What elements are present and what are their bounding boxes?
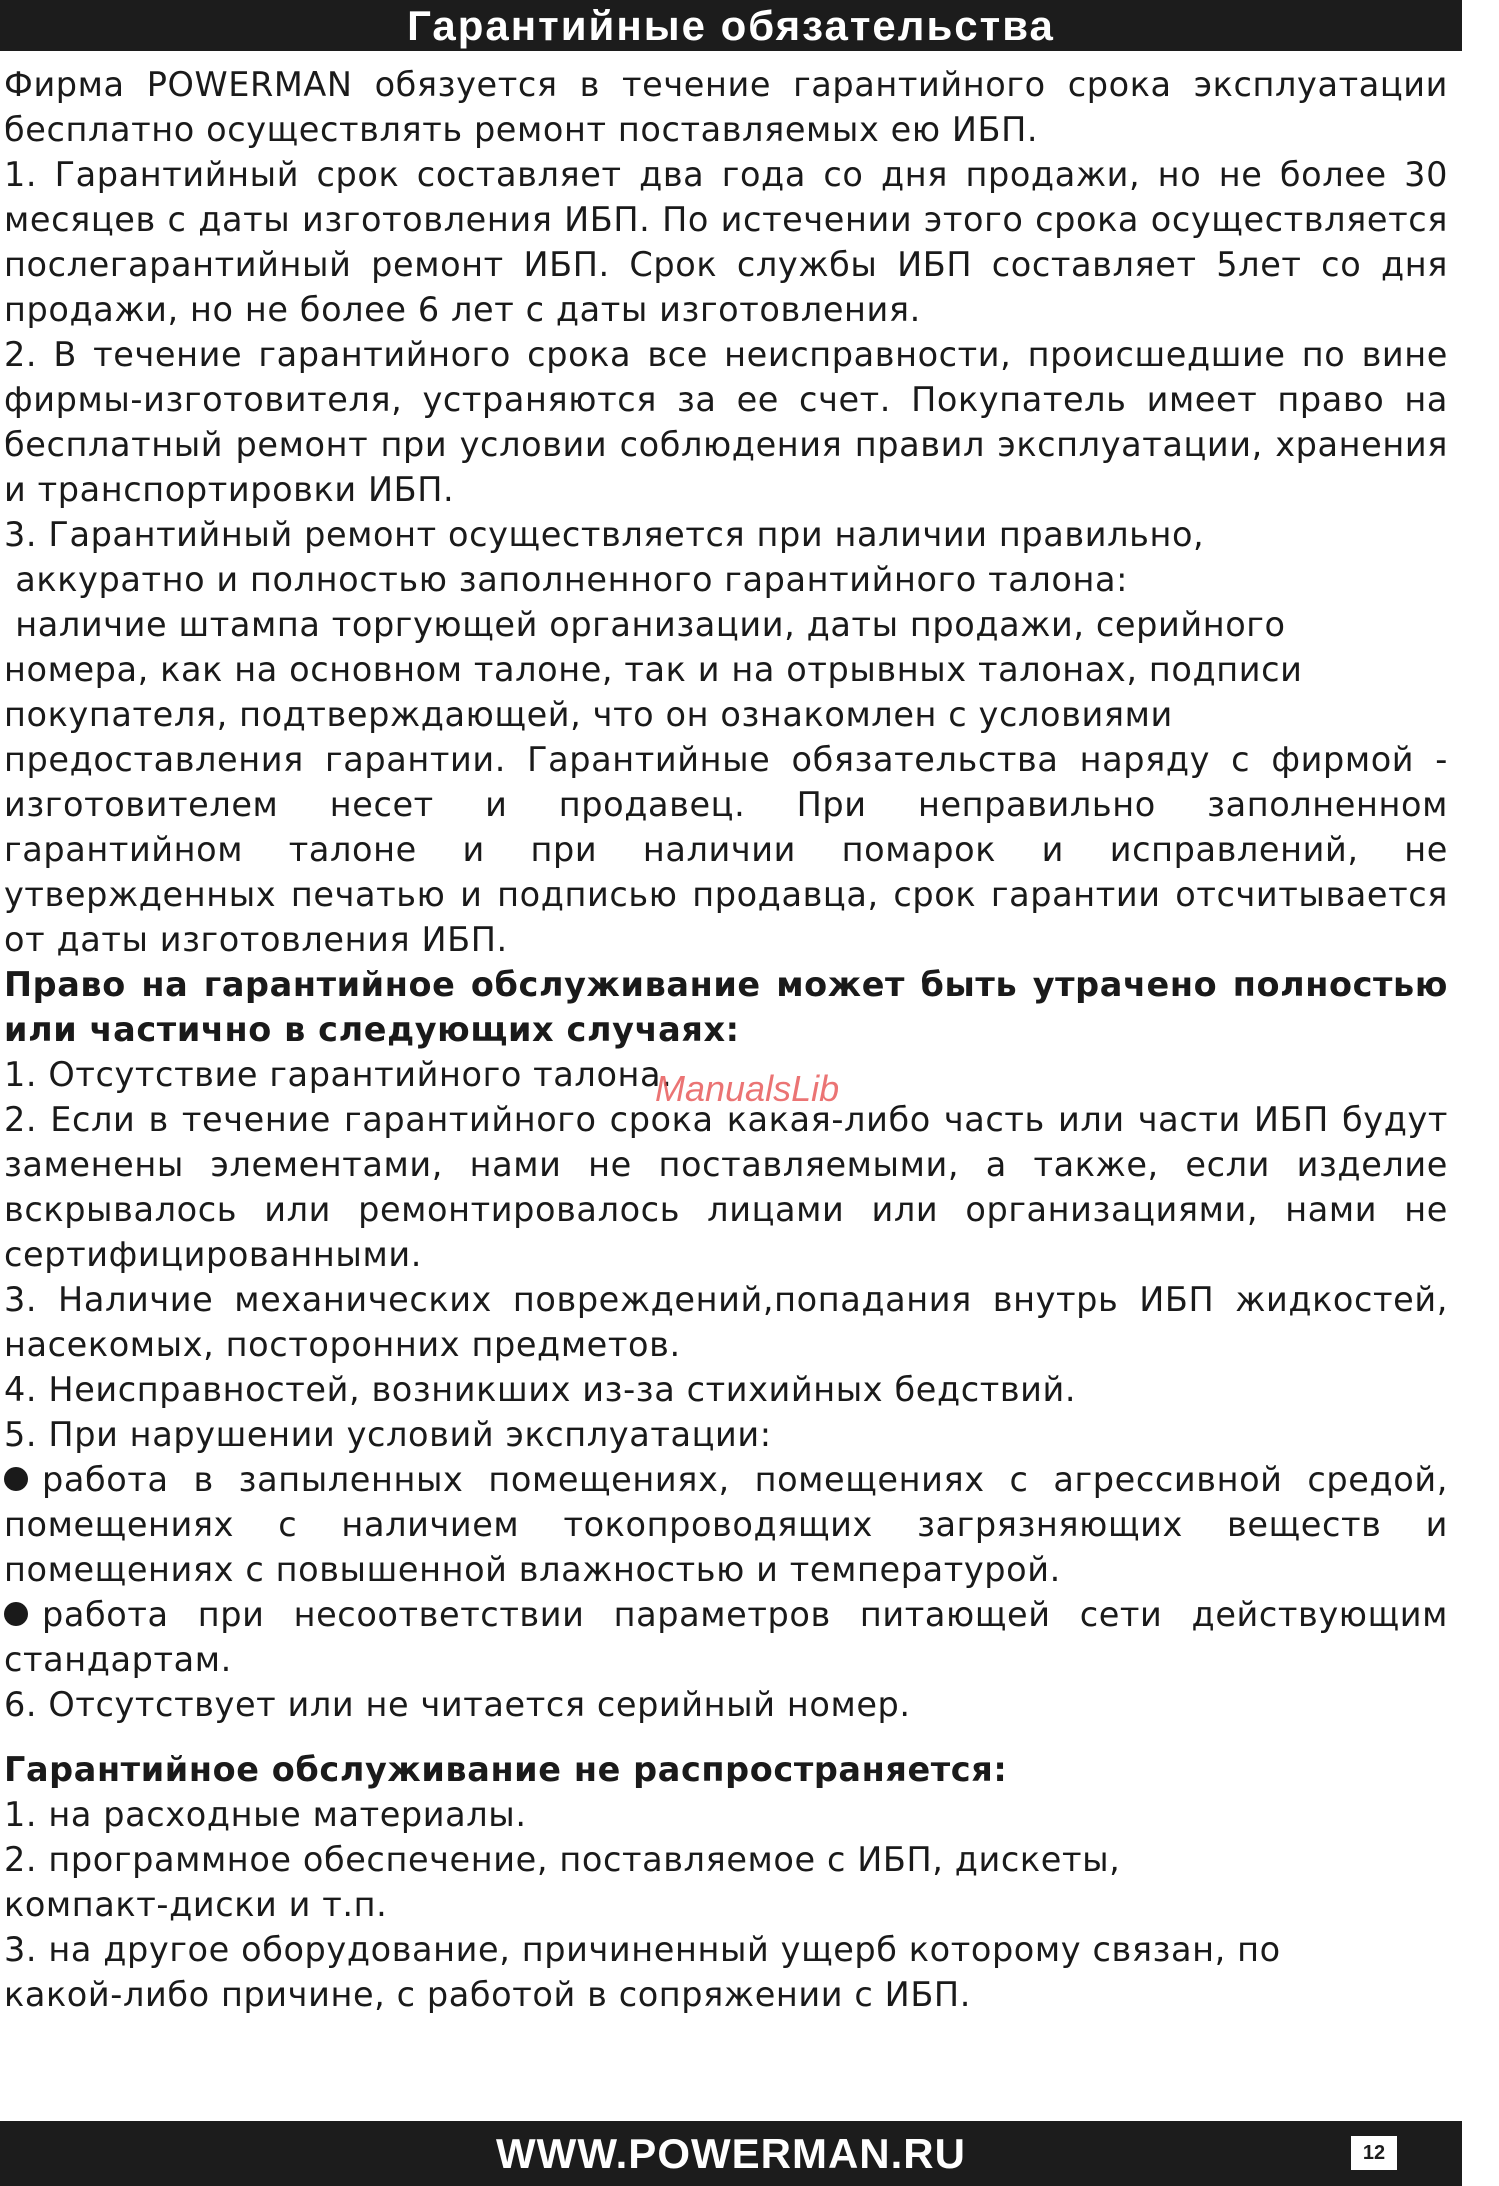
bullet-text: работа в запыленных помещениях, помещениях с агрессивной средой, помещениях с наличием токопроводящих загрязняющих веществ и помещениях с повышенной влажностью и температурой.: [4, 1460, 1448, 1589]
page-title: Гарантийные обязательства: [407, 1, 1055, 49]
clause-3-line-3: наличие штампа торгующей организации, даты продажи, серийного: [4, 605, 1286, 644]
loss-item-6: 6. Отсутствует или не читается серийный номер.: [4, 1685, 911, 1724]
loss-item-4: 4. Неисправностей, возникших из-за стихийных бедствий.: [4, 1370, 1077, 1409]
loss-item-3: 3. Наличие механических повреждений,попадания внутрь ИБП жидкостей, насекомых, посторонних предметов.: [4, 1280, 1448, 1364]
exclusion-item: какой-либо причине, с работой в сопряжении с ИБП.: [4, 1975, 971, 2014]
clause-3-line-2: аккуратно и полностью заполненного гарантийного талона:: [4, 560, 1128, 599]
bullet-icon: [4, 1602, 28, 1626]
clause-3-line-4: номера, как на основном талоне, так и на отрывных талонах, подписи: [4, 650, 1303, 689]
bullet-icon: [4, 1467, 28, 1491]
loss-item-5: 5. При нарушении условий эксплуатации:: [4, 1415, 772, 1454]
clause-3-line-5: покупателя, подтверждающей, что он ознакомлен с условиями: [4, 695, 1173, 734]
exclusion-item: компакт-диски и т.п.: [4, 1885, 388, 1924]
document-body: [4, 62, 1448, 2017]
bullet-item: [4, 1457, 1448, 1592]
watermark: ManualsLib: [655, 1068, 840, 1109]
loss-item-1: 1. Отсутствие гарантийного талона.: [4, 1055, 673, 1094]
header-bar: [0, 0, 1462, 51]
clause-1: 1. Гарантийный срок составляет два года со дня продажи, но не более 30 месяцев с даты изготовления ИБП. По истечении этого срока осуществляется послегарантийный ремонт ИБП. Срок службы ИБП составляет 5лет со дня продажи, но не более 6 лет с даты изготовления.: [4, 155, 1448, 329]
page-number: 12: [1351, 2136, 1397, 2170]
exclusion-item: 3. на другое оборудование, причиненный ущерб которому связан, по: [4, 1930, 1281, 1969]
footer-url-link[interactable]: WWW.POWERMAN.RU: [496, 2129, 966, 2177]
loss-section-heading: Право на гарантийное обслуживание может быть утрачено полностью или частично в следующих случаях:: [4, 965, 1448, 1049]
loss-item-2: 2. Если в течение гарантийного срока какая-либо часть или части ИБП будут заменены элементами, нами не поставляемыми, а также, если изделие вскрывалось или ремонтировалось лицами или организациями, нами не сертифицированными.: [4, 1100, 1448, 1274]
exclusion-section-heading: Гарантийное обслуживание не распространяется:: [4, 1750, 1008, 1789]
footer-bar: [0, 2121, 1462, 2186]
exclusion-item: 2. программное обеспечение, поставляемое с ИБП, дискеты,: [4, 1840, 1121, 1879]
bullet-text: работа при несоответствии параметров питающей сети действующим стандартам.: [4, 1595, 1448, 1679]
bullet-item: [4, 1592, 1448, 1682]
clause-2: 2. В течение гарантийного срока все неисправности, происшедшие по вине фирмы-изготовителя, устраняются за ее счет. Покупатель имеет право на бесплатный ремонт при условии соблюдения правил эксплуатации, хранения и транспортировки ИБП.: [4, 335, 1448, 509]
exclusion-item: 1. на расходные материалы.: [4, 1795, 527, 1834]
clause-3-continued: предоставления гарантии. Гарантийные обязательства наряду с фирмой - изготовителем несет и продавец. При неправильно заполненном гарантийном талоне и при наличии помарок и исправлений, не утвержденных печатью и подписью продавца, срок гарантии отсчитывается от даты изготовления ИБП.: [4, 740, 1448, 959]
intro-paragraph: Фирма POWERMAN обязуется в течение гарантийного срока эксплуатации бесплатно осуществлять ремонт поставляемых ею ИБП.: [4, 65, 1448, 149]
clause-3-line-1: 3. Гарантийный ремонт осуществляется при наличии правильно,: [4, 515, 1205, 554]
